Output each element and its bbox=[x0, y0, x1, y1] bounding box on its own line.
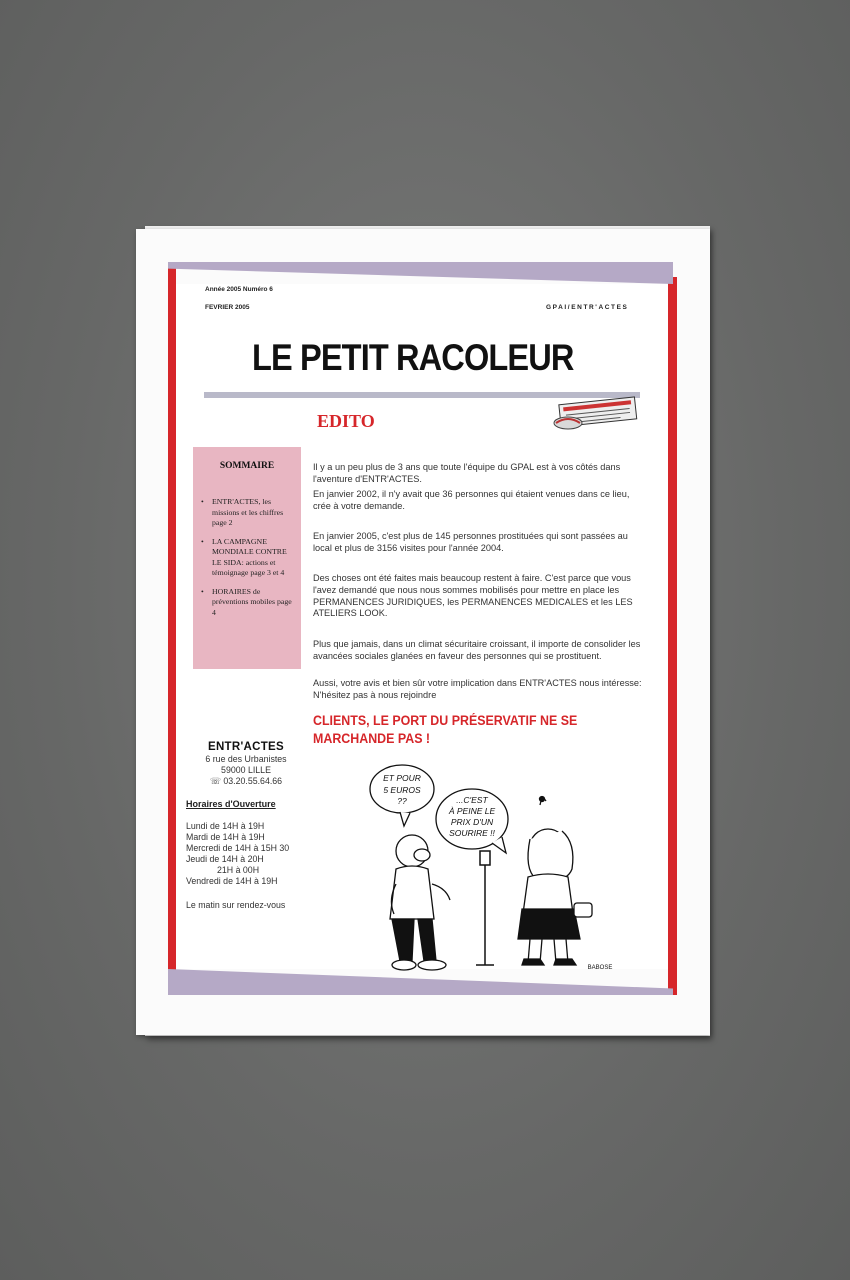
edito-paragraph: En janvier 2005, c'est plus de 145 personnes prostituées qui sont passées au local et plus de 3156 visites pour l'année 2004. bbox=[313, 531, 628, 553]
street-lamp bbox=[476, 851, 494, 965]
issue-date: FEVRIER 2005 bbox=[205, 304, 250, 311]
hours-line: 21H à 00H bbox=[217, 865, 260, 875]
newsletter-title: LE PETIT RACOLEUR bbox=[252, 337, 574, 378]
newsletter-page bbox=[136, 229, 710, 1035]
slogan-headline: CLIENTS, LE PORT DU PRÉSERVATIF NE SE MARCHANDE PAS ! bbox=[313, 713, 578, 746]
hours-list bbox=[186, 821, 289, 887]
edito-paragraph: Aussi, votre avis et bien sûr votre implication dans ENTR'ACTES nous intéresse: N'hésitez pas à nous rejoindre bbox=[313, 678, 642, 700]
edito-paragraph: Plus que jamais, dans un climat sécuritaire croissant, il importe de consolider les avancées sociales glanées en faveur des personnes qui se prostituent. bbox=[313, 639, 641, 661]
artist-signature: BABOSE bbox=[587, 965, 613, 971]
venue-name: ENTR'ACTES bbox=[207, 741, 284, 753]
bubble-right-line: PRIX D'UN bbox=[450, 817, 494, 827]
organization-name: GPAI/ENTR'ACTES bbox=[546, 304, 629, 311]
newspaper-icon bbox=[550, 395, 642, 433]
street-address: 6 rue des Urbanistes bbox=[205, 754, 287, 764]
edito-paragraph: En janvier 2002, il n'y avait que 36 personnes qui étaient venues dans ce lieu, crée à votre demande. bbox=[313, 489, 630, 511]
edito-paragraph: Des choses ont été faites mais beaucoup restent à faire. C'est parce que vous l'avez demandé que nous nous sommes mobilisés pour mettre en place les PERMANENCES JURIDIQUES, les PERMANENCES MEDICALES et les LES ATELIERS LOOK. bbox=[313, 573, 633, 619]
address-block bbox=[186, 740, 306, 787]
woman-figure bbox=[518, 797, 592, 966]
phone-number: ☏ 03.20.55.64.66 bbox=[209, 776, 283, 786]
hours-line: Mercredi de 14H à 15H 30 bbox=[186, 843, 290, 853]
hours-line: Jeudi de 14H à 20H bbox=[186, 854, 264, 864]
bubble-right-line: À PEINE LE bbox=[448, 806, 496, 816]
summary-item: • LA CAMPAGNE MONDIALE CONTRE LE SIDA: actions et témoignage page 3 et 4 bbox=[201, 537, 293, 579]
bubble-left-line: ?? bbox=[397, 796, 407, 806]
man-figure bbox=[390, 835, 450, 970]
bubble-right-line: ...C'EST bbox=[456, 795, 488, 805]
hours-heading: Horaires d'Ouverture bbox=[186, 799, 276, 809]
summary-item: • HORAIRES de préventions mobiles page 4 bbox=[201, 587, 293, 619]
summary-item: • ENTR'ACTES, les missions et les chiffres page 2 bbox=[201, 497, 293, 529]
hours-line: Lundi de 14H à 19H bbox=[186, 821, 265, 831]
top-purple-band bbox=[168, 262, 673, 284]
edito-paragraph: Il y a un peu plus de 3 ans que toute l'équipe du GPAL est à vos côtés dans l'aventure d'ENTR'ACTES. bbox=[313, 462, 621, 484]
hours-line: Vendredi de 14H à 19H bbox=[186, 876, 278, 886]
appointment-note: Le matin sur rendez-vous bbox=[186, 900, 286, 910]
right-red-border bbox=[668, 277, 677, 995]
bubble-right-line: SOURIRE !! bbox=[449, 828, 495, 838]
bubble-left-line: ET POUR bbox=[383, 773, 421, 783]
bubble-left-line: 5 EUROS bbox=[383, 785, 421, 795]
city-address: 59000 LILLE bbox=[221, 765, 271, 775]
left-red-border bbox=[168, 262, 176, 995]
cartoon-illustration bbox=[362, 759, 624, 974]
summary-heading: SOMMAIRE bbox=[219, 461, 275, 471]
section-title: EDITO bbox=[317, 411, 375, 431]
hours-line: Mardi de 14H à 19H bbox=[186, 832, 265, 842]
summary-box bbox=[193, 447, 301, 669]
issue-number: Année 2005 Numéro 6 bbox=[205, 286, 273, 293]
summary-list bbox=[193, 497, 301, 618]
